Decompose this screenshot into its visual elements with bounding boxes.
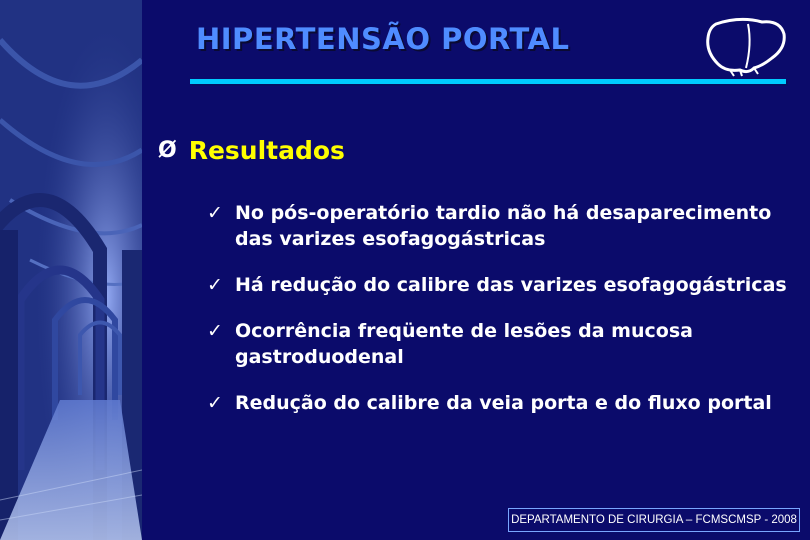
- section-label: Resultados: [188, 136, 345, 165]
- cloister-photo: [0, 0, 142, 540]
- bullet-text: Ocorrência freqüente de lesões da mucosa gastroduodenal: [235, 320, 693, 368]
- liver-icon: [700, 14, 790, 82]
- footer-label: DEPARTAMENTO DE CIRURGIA – FCMSCMSP - 2008: [508, 508, 800, 532]
- slide-title: HIPERTENSÃO PORTAL: [196, 22, 570, 56]
- bullet-text: Há redução do calibre das varizes esofagogástricas: [235, 274, 787, 296]
- bullet-item: [207, 390, 797, 416]
- bullet-text: No pós-operatório tardio não há desaparecimento das varizes esofagogástricas: [235, 202, 772, 250]
- arrow-bullet-icon: Ø: [158, 138, 177, 163]
- bullet-text: Redução do calibre da veia porta e do fluxo portal: [235, 392, 772, 414]
- cloister-arches-image: [0, 0, 142, 540]
- bullet-item: [207, 200, 797, 252]
- checkmark-icon: ✓: [207, 392, 223, 414]
- bullet-item: [207, 318, 797, 370]
- title-underline: [190, 79, 786, 84]
- section-heading: [158, 136, 345, 165]
- checkmark-icon: ✓: [207, 274, 223, 296]
- checkmark-icon: ✓: [207, 320, 223, 342]
- bullet-list: [207, 200, 797, 436]
- checkmark-icon: ✓: [207, 202, 223, 224]
- bullet-item: [207, 272, 797, 298]
